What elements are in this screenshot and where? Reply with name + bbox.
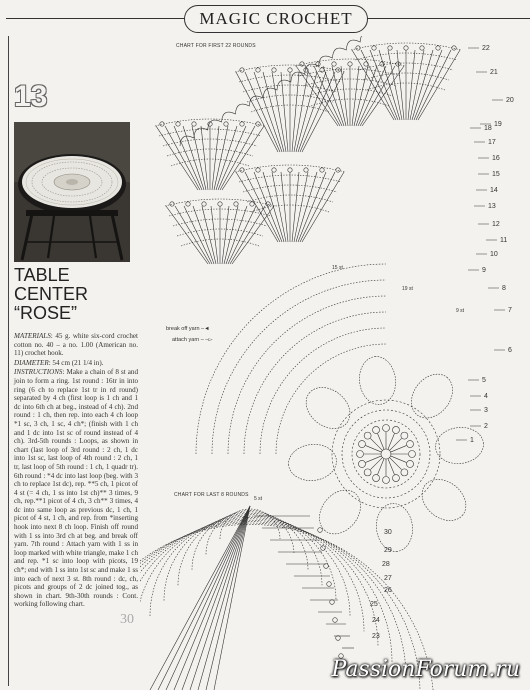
round-number: 3 xyxy=(484,407,488,414)
title-line: “ROSE” xyxy=(14,303,77,323)
round-number: 30 xyxy=(384,529,392,536)
paragraph-text: : Make a chain of 8 st and join to form a ring. 1st round : 16tr in into ring (6 ch to replace 1st tr in rd round) separated by 4 ch (first loop is 1 ch and 1 dc into 6th ch at beg., instead of 4 ch). 2nd round : 1 ch, then rep. into each 4 ch loop *1 sc, 3 ch, 1 sc, 4 ch*; (finish with 1 ch and 1 dc into 1st sc of round instead of 4 ch). 3rd-5th rounds : Loops, as shown in chart (last loop of 3rd round : 2 ch, 1 dc into 1st sc, last loop of 4th round : 2 ch, 1 tr, last loop of 5th round : 1 ch, 1 quadr tr). 6th round : *4 dc into last loop (beg. with 3 ch to replace 1st dc), rep. **5 ch, 1 picot of 4 st (= 4 ch, 1 ss into 1st ch)** 3 times, 9 ch, rep.**1 picot of 4 ch, 3 ch** 3 times, 4 dc into same loop as previous dc, 1 ch, 1 picot of 4 st, 1 ch, and rep. from *inserting hook into next 8 ch loop. Finish off round with 1 ss into 3rd ch at beg. and break off yarn. 7th round : Attach yarn with 1 ss in loop marked with white triangle, make 1 ch and rep. *1 sc into loop with picots, 19 ch*; end with 1 ss into 1st sc and make 1 ss into each of next 3 st. 8th round : dc, ch, picots and groups of 2 dc joined tog., as shown in chart. 9th-30th rounds : Cont. working following chart. xyxy=(14,368,138,609)
round-number: 20 xyxy=(506,97,514,104)
crochet-chart xyxy=(140,36,530,690)
round-number: 24 xyxy=(372,617,380,624)
stitch-label: 5 st xyxy=(254,496,263,502)
round-number: 19 xyxy=(494,121,502,128)
chart1-round-numbers xyxy=(456,45,514,444)
round-number: 1 xyxy=(470,437,474,444)
round-number: 12 xyxy=(492,221,500,228)
title-line: TABLE xyxy=(14,265,70,285)
round-number: 2 xyxy=(484,423,488,430)
round-number: 4 xyxy=(484,393,488,400)
magazine-brand: MAGIC CROCHET xyxy=(184,5,368,33)
round-number: 14 xyxy=(490,187,498,194)
page-number: 30 xyxy=(120,612,134,627)
chart2-label: CHART FOR LAST 8 ROUNDS xyxy=(174,492,249,498)
round-number: 7 xyxy=(508,307,512,314)
paragraph-text: : 54 cm (21 1/4 in). xyxy=(48,358,104,367)
round-number: 16 xyxy=(492,155,500,162)
round-number: 26 xyxy=(384,587,392,594)
round-number: 17 xyxy=(488,139,496,146)
pattern-title xyxy=(14,266,88,323)
round-number: 29 xyxy=(384,547,392,554)
round-number: 18 xyxy=(484,125,492,132)
product-photo xyxy=(14,122,130,262)
round-number: 28 xyxy=(382,561,390,568)
diameter-paragraph xyxy=(14,359,138,368)
round-number: 11 xyxy=(500,237,508,244)
legend-text: attach yarn xyxy=(172,337,200,343)
paragraph-text: : 45 g. white six-cord crochet cotton no. 40 – a no. 1.00 (American no. 11) crochet hook. xyxy=(14,332,138,358)
stitch-label: 15 st xyxy=(332,265,343,271)
chart2-round-numbers xyxy=(370,529,392,640)
materials-paragraph xyxy=(14,332,138,358)
round-number: 22 xyxy=(482,45,490,52)
round-number: 6 xyxy=(508,347,512,354)
legend-text: break off yarn xyxy=(166,326,200,332)
legend-break-off: break off yarn –◄ xyxy=(166,326,210,332)
round-number: 23 xyxy=(372,633,380,640)
round-number: 15 xyxy=(492,171,500,178)
title-line: CENTER xyxy=(14,284,89,304)
round-number: 8 xyxy=(502,285,506,292)
instructions-paragraph xyxy=(14,368,138,609)
legend-attach: attach yarn – –▻ xyxy=(172,337,213,343)
stitch-label: 9 st xyxy=(456,308,465,314)
chart1-diagram xyxy=(155,36,485,553)
watermark: PassionForum.ru xyxy=(331,657,520,682)
round-number: 25 xyxy=(370,601,378,608)
round-number: 21 xyxy=(490,69,498,76)
round-number: 27 xyxy=(384,575,392,582)
chart1-label: CHART FOR FIRST 22 ROUNDS xyxy=(176,43,256,49)
pattern-number: 13 xyxy=(14,80,48,113)
paragraph-label: INSTRUCTIONS xyxy=(14,368,63,377)
instructions-text xyxy=(14,332,138,610)
round-number: 9 xyxy=(482,267,486,274)
column-rule xyxy=(8,36,9,686)
round-number: 13 xyxy=(488,203,496,210)
round-number: 5 xyxy=(482,377,486,384)
stitch-label: 19 st xyxy=(402,286,413,292)
round-number: 10 xyxy=(490,251,498,258)
paragraph-label: MATERIALS xyxy=(14,332,51,340)
paragraph-label: DIAMETER xyxy=(14,358,49,367)
